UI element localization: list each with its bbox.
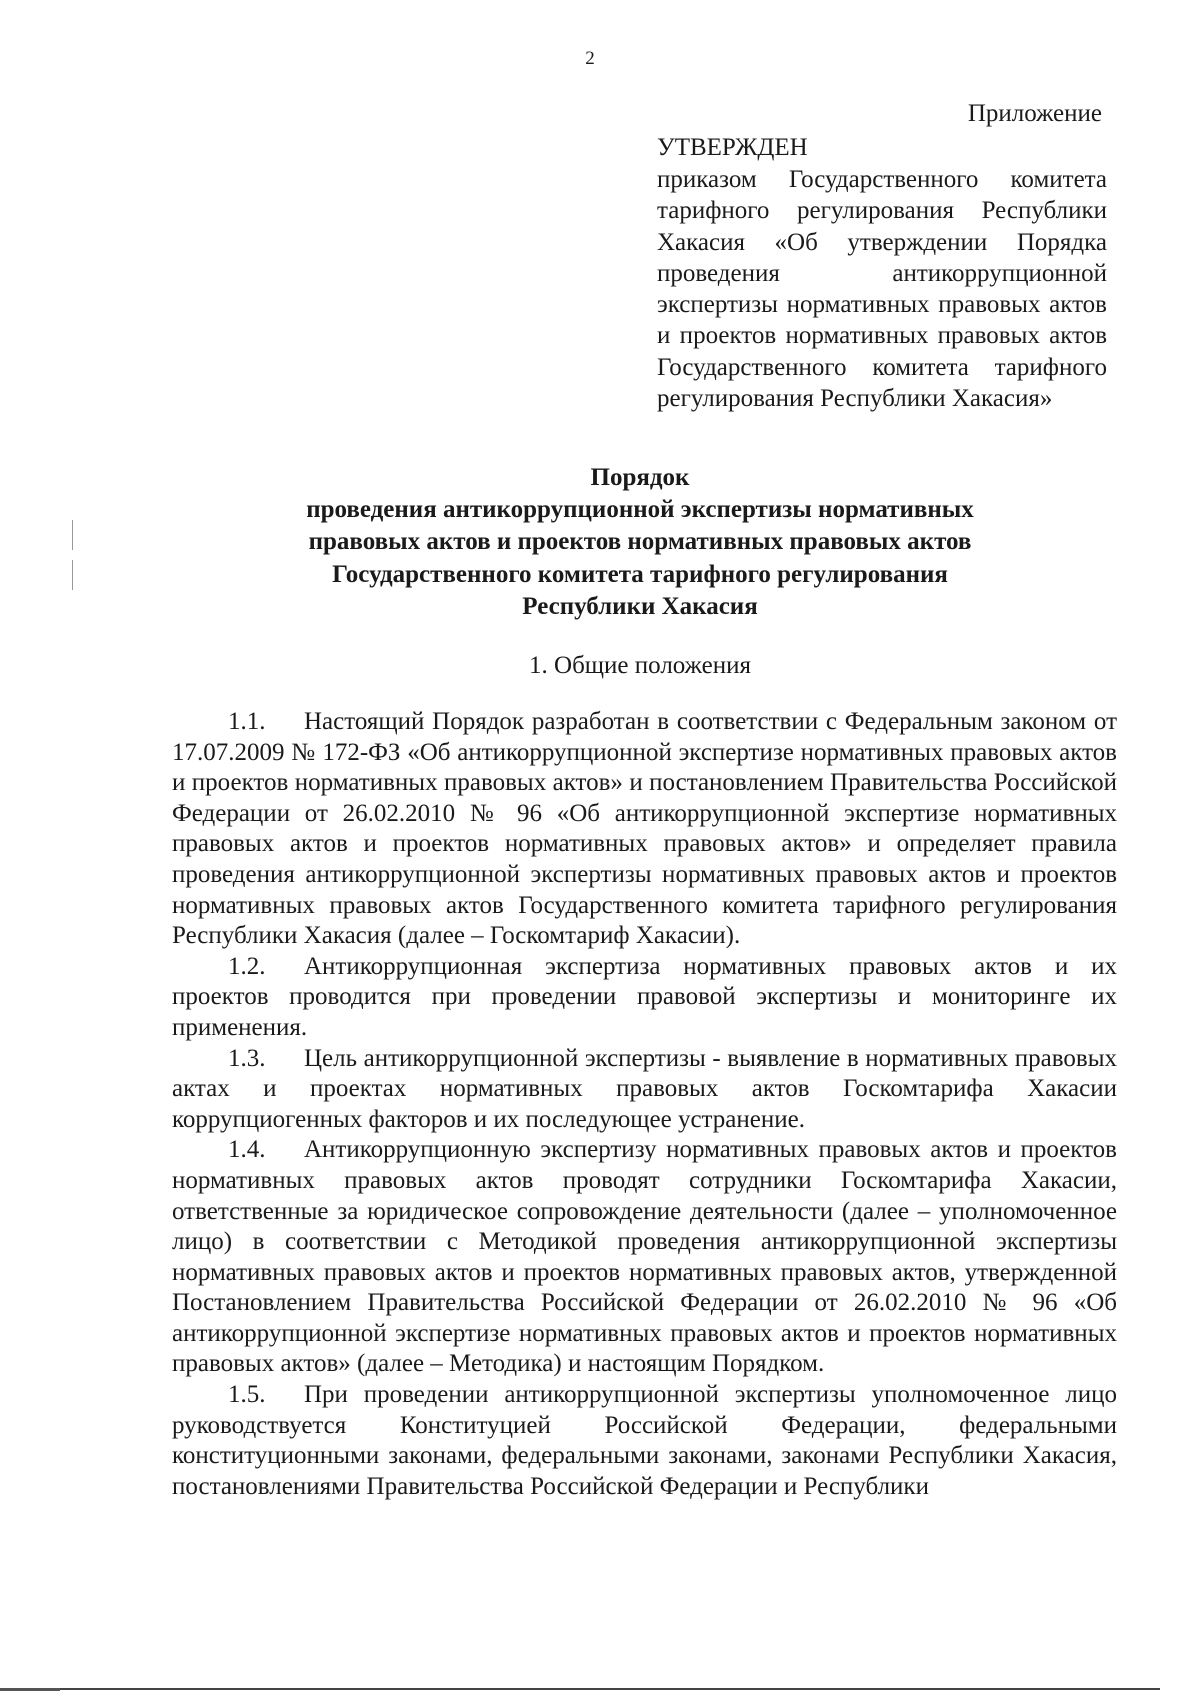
approval-title: УТВЕРЖДЕН — [657, 134, 808, 161]
paragraph-number: 1.3. — [228, 1044, 266, 1072]
approval-block — [657, 132, 1107, 414]
paragraph-number: 1.5. — [228, 1381, 266, 1409]
paragraph-1-5 — [172, 1380, 1117, 1502]
appendix-label: Приложение — [967, 100, 1102, 127]
document-body — [172, 707, 1117, 1502]
heading-line: Порядок — [590, 464, 690, 491]
scan-edge-line — [60, 1688, 1160, 1690]
approval-text: приказом Государственного комитета тарифного регулирования Республики Хакасия «Об утверждении Порядка проведения антикоррупционной экспертизы нормативных правовых актов и проектов нормативных правовых актов Государственного комитета тарифного регулирования Республики Хакасия» — [657, 166, 1107, 413]
paragraph-text: Цель антикоррупционной экспертизы - выявление в нормативных правовых актах и проектах нормативных правовых актов Госкомтарифа Хакасии коррупциогенных факторов и их последующее устранение. — [172, 1044, 1117, 1133]
paragraph-1-2 — [172, 952, 1117, 1044]
paragraph-text: Настоящий Порядок разработан в соответствии с Федеральным законом от 17.07.2009 № 172-ФЗ «Об антикоррупционной экспертизе нормативных правовых актов и проектов нормативных правовых актов» и постановлением Правительства Российской Федерации от 26.02.2010 № 96 «Об антикоррупционной экспертизе нормативных правовых актов и проектов нормативных правовых актов» и определяет правила проведения антикоррупционной экспертизы нормативных правовых актов и проектов нормативных правовых актов Государственного комитета тарифного регулирования Республики Хакасия (далее – Госкомтариф Хакасии). — [172, 708, 1117, 950]
heading-line: Республики Хакасия — [522, 592, 758, 620]
paragraph-text: Антикоррупционную экспертизу нормативных правовых актов и проектов нормативных правовых актов проводят сотрудники Госкомтарифа Хакасии, ответственные за юридическое сопровождение деятельности (далее – уполномоченное лицо) в соответствии с Методикой проведения антикоррупционной экспертизы нормативных правовых актов и проектов нормативных правовых актов, утвержденной Постановлением Правительства Российской Федерации от 26.02.2010 № 96 «Об антикоррупционной экспертизе нормативных правовых актов и проектов нормативных правовых актов» (далее – Методика) и настоящим Порядком. — [172, 1136, 1117, 1378]
margin-mark — [72, 560, 73, 590]
heading-line: проведения антикоррупционной экспертизы нормативных — [306, 496, 974, 524]
paragraph-1-4 — [172, 1135, 1117, 1380]
heading-line: Государственного комитета тарифного регулирования — [332, 560, 948, 588]
paragraph-1-1 — [172, 707, 1117, 952]
paragraph-text: Антикоррупционная экспертиза нормативных правовых актов и их проектов проводится при проведении правовой экспертизы и мониторинге их применения. — [172, 952, 1117, 1041]
paragraph-number: 1.4. — [228, 1136, 266, 1164]
scan-edge-line — [0, 1688, 60, 1691]
section-title: 1. Общие положения — [529, 652, 751, 679]
heading-line: правовых актов и проектов нормативных правовых актов — [308, 528, 972, 556]
paragraph-text: При проведении антикоррупционной экспертизы уполномоченное лицо руководствуется Конституцией Российской Федерации, федеральными конституционными законами, федеральными законами, законами Республики Хакасия, постановлениями Правительства Российской Федерации и Республики — [172, 1381, 1117, 1500]
page-number: 2 — [585, 48, 595, 69]
paragraph-1-3 — [172, 1044, 1117, 1136]
margin-mark — [72, 520, 73, 550]
paragraph-number: 1.1. — [228, 708, 266, 735]
paragraph-number: 1.2. — [228, 952, 266, 980]
document-heading — [0, 462, 1200, 623]
